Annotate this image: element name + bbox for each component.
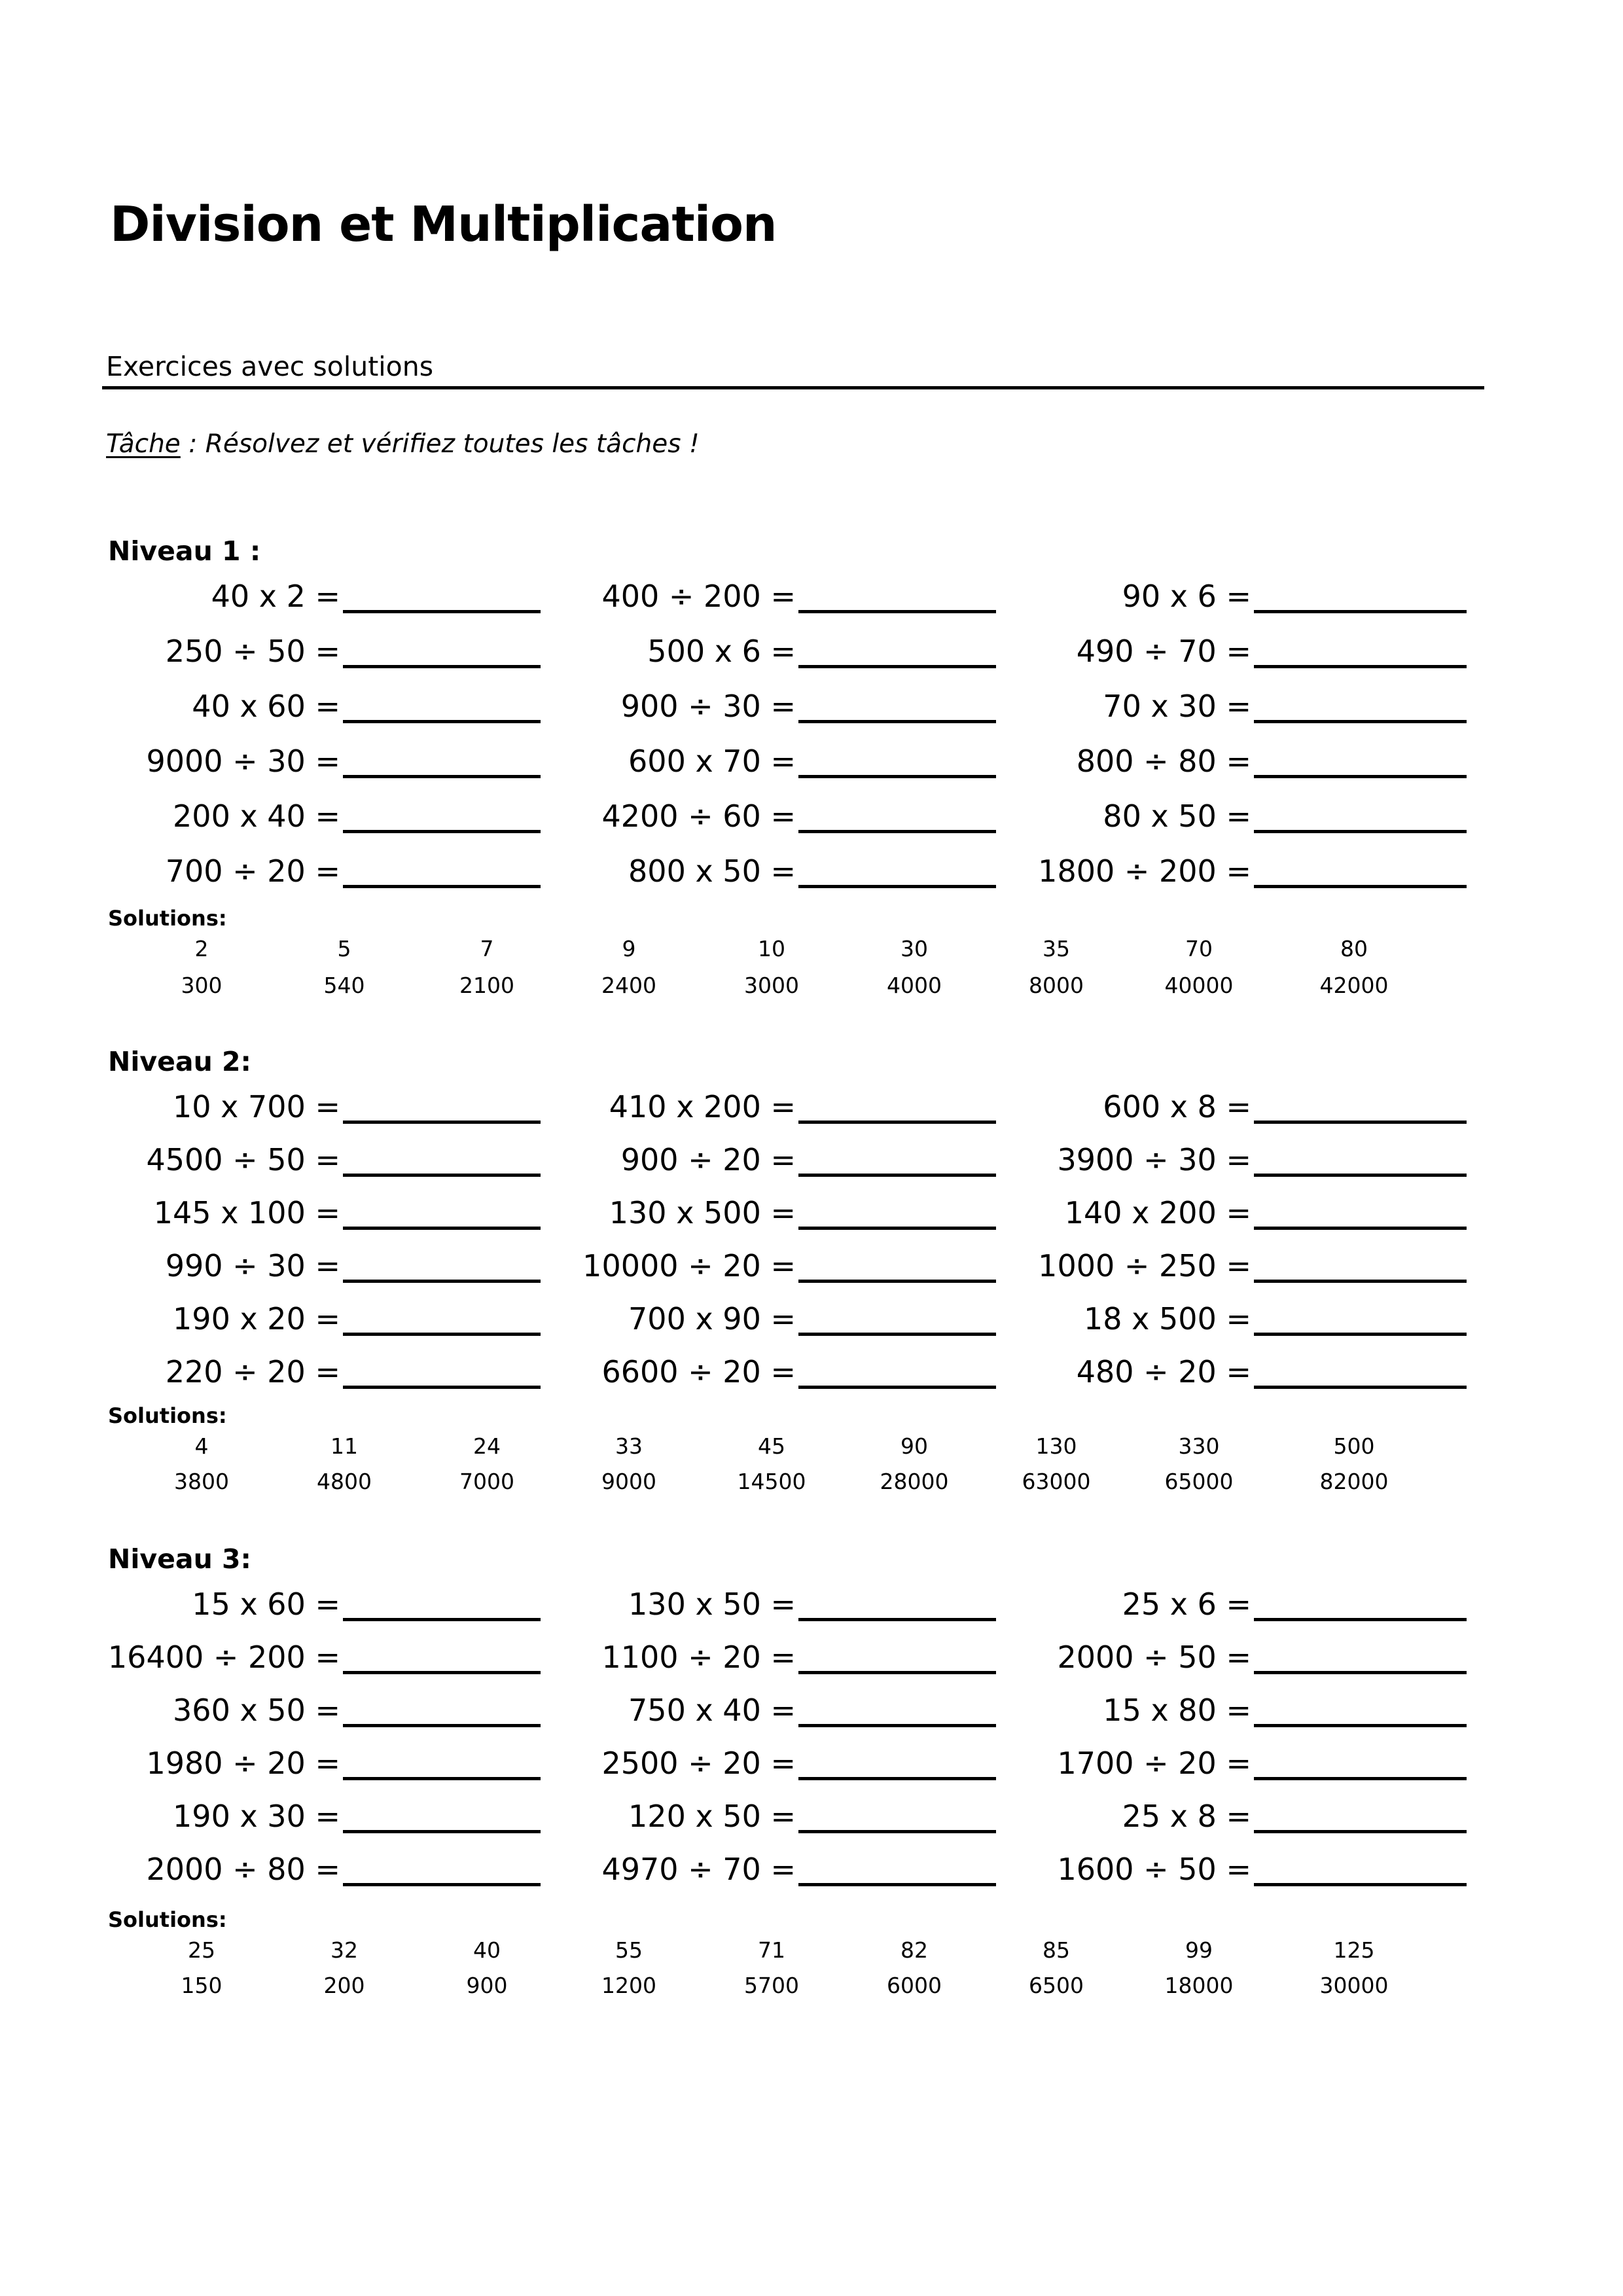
solution-value: 2	[194, 936, 209, 961]
solution-value: 300	[181, 973, 223, 998]
solution-value: 55	[615, 1937, 643, 1963]
exercise-text: 200 x 40 =	[173, 798, 340, 834]
exercise-expression	[13, 1342, 340, 1392]
solution-value: 65000	[1164, 1469, 1234, 1494]
solution-value: 10	[758, 936, 785, 961]
exercise-expression	[469, 1077, 796, 1127]
exercise-text: 1800 ÷ 200 =	[1038, 853, 1251, 889]
exercise-expression	[924, 622, 1251, 672]
answer-blank-line[interactable]	[1254, 1333, 1467, 1336]
exercise-text: 140 x 200 =	[1064, 1195, 1251, 1230]
solutions-label: Solutions:	[108, 906, 227, 931]
exercise-expression	[13, 1840, 340, 1890]
page-title: Division et Multiplication	[110, 196, 777, 253]
exercise-expression	[13, 1289, 340, 1339]
solutions-label: Solutions:	[108, 1907, 227, 1932]
exercise-expression	[13, 842, 340, 891]
answer-blank-line[interactable]	[1254, 830, 1467, 833]
exercise-expression	[924, 732, 1251, 781]
exercise-text: 2000 ÷ 50 =	[1057, 1640, 1251, 1675]
answer-blank-line[interactable]	[1254, 665, 1467, 668]
solution-value: 71	[758, 1937, 785, 1963]
solution-value: 4	[194, 1433, 209, 1459]
task-text: : Résolvez et vérifiez toutes les tâches !	[180, 429, 700, 459]
solution-value: 130	[1035, 1433, 1077, 1459]
answer-blank-line[interactable]	[1254, 1386, 1467, 1389]
solution-value: 45	[758, 1433, 785, 1459]
exercise-text: 490 ÷ 70 =	[1076, 634, 1251, 669]
exercise-expression	[924, 787, 1251, 836]
exercise-text: 4200 ÷ 60 =	[601, 798, 796, 834]
exercise-expression	[469, 622, 796, 672]
exercise-expression	[469, 1183, 796, 1233]
solution-value: 2400	[601, 973, 656, 998]
answer-blank-line[interactable]	[1254, 1724, 1467, 1727]
exercise-expression	[924, 677, 1251, 726]
task-label: Tâche	[106, 429, 181, 459]
exercise-expression	[469, 1289, 796, 1339]
solution-value: 5	[337, 936, 351, 961]
exercise-text: 190 x 20 =	[173, 1301, 340, 1336]
solution-value: 1200	[601, 1973, 656, 1998]
solution-value: 25	[188, 1937, 215, 1963]
solution-value: 18000	[1164, 1973, 1234, 1998]
exercise-text: 700 ÷ 20 =	[165, 853, 340, 889]
exercise-expression	[13, 677, 340, 726]
exercise-text: 2000 ÷ 80 =	[146, 1852, 340, 1887]
exercise-text: 3900 ÷ 30 =	[1057, 1142, 1251, 1177]
exercise-text: 145 x 100 =	[153, 1195, 340, 1230]
answer-blank-line[interactable]	[1254, 610, 1467, 613]
exercise-expression	[924, 1787, 1251, 1837]
exercise-expression	[469, 1840, 796, 1890]
answer-blank-line[interactable]	[1254, 1777, 1467, 1780]
exercise-expression	[13, 787, 340, 836]
solution-value: 14500	[737, 1469, 806, 1494]
solution-value: 9000	[601, 1469, 656, 1494]
solution-value: 3800	[174, 1469, 229, 1494]
answer-blank-line[interactable]	[1254, 1174, 1467, 1177]
exercise-expression	[924, 1342, 1251, 1392]
exercise-expression	[13, 1575, 340, 1624]
solution-value: 33	[615, 1433, 643, 1459]
solution-value: 70	[1185, 936, 1213, 961]
exercise-expression	[469, 732, 796, 781]
exercise-expression	[13, 1787, 340, 1837]
answer-blank-line[interactable]	[1254, 885, 1467, 888]
solution-value: 32	[330, 1937, 358, 1963]
level-title: Niveau 3:	[108, 1543, 251, 1575]
solution-value: 90	[901, 1433, 928, 1459]
exercise-expression	[924, 567, 1251, 617]
exercise-text: 990 ÷ 30 =	[165, 1248, 340, 1283]
exercise-expression	[469, 1130, 796, 1180]
exercise-text: 6600 ÷ 20 =	[601, 1354, 796, 1390]
solution-value: 8000	[1029, 973, 1084, 998]
solution-value: 63000	[1022, 1469, 1091, 1494]
exercise-text: 750 x 40 =	[628, 1693, 796, 1728]
exercise-expression	[924, 1183, 1251, 1233]
exercise-text: 1980 ÷ 20 =	[146, 1746, 340, 1781]
solution-value: 540	[323, 973, 365, 998]
level-title: Niveau 1 :	[108, 535, 261, 567]
exercise-text: 250 ÷ 50 =	[165, 634, 340, 669]
exercise-text: 130 x 500 =	[609, 1195, 796, 1230]
solution-value: 9	[622, 936, 636, 961]
solution-value: 28000	[880, 1469, 949, 1494]
exercise-expression	[469, 1342, 796, 1392]
solution-value: 7000	[459, 1469, 514, 1494]
exercise-text: 120 x 50 =	[628, 1799, 796, 1834]
task-instruction	[106, 429, 700, 459]
exercise-expression	[924, 1681, 1251, 1731]
exercise-expression	[924, 1734, 1251, 1784]
exercise-text: 16400 ÷ 200 =	[107, 1640, 340, 1675]
exercise-expression	[13, 1734, 340, 1784]
solution-value: 99	[1185, 1937, 1213, 1963]
solution-value: 330	[1178, 1433, 1220, 1459]
exercise-text: 15 x 60 =	[192, 1587, 340, 1622]
exercise-text: 4970 ÷ 70 =	[601, 1852, 796, 1887]
exercise-text: 2500 ÷ 20 =	[601, 1746, 796, 1781]
exercise-text: 70 x 30 =	[1103, 689, 1251, 724]
exercise-expression	[924, 1077, 1251, 1127]
exercise-expression	[924, 1575, 1251, 1624]
answer-blank-line[interactable]	[1254, 1883, 1467, 1886]
solution-value: 7	[480, 936, 494, 961]
level-title: Niveau 2:	[108, 1046, 251, 1077]
solution-value: 30	[901, 936, 928, 961]
exercise-expression	[469, 1236, 796, 1286]
solution-value: 3000	[744, 973, 799, 998]
exercise-expression	[469, 787, 796, 836]
exercise-text: 600 x 70 =	[628, 744, 796, 779]
exercise-text: 360 x 50 =	[173, 1693, 340, 1728]
exercise-text: 700 x 90 =	[628, 1301, 796, 1336]
subtitle: Exercices avec solutions	[106, 351, 434, 382]
exercise-expression	[13, 567, 340, 617]
exercise-text: 1000 ÷ 250 =	[1038, 1248, 1251, 1283]
solutions-label: Solutions:	[108, 1403, 227, 1428]
solution-value: 82	[901, 1937, 928, 1963]
answer-blank-line[interactable]	[1254, 1671, 1467, 1674]
solution-value: 80	[1340, 936, 1368, 961]
solution-value: 4800	[317, 1469, 372, 1494]
solution-value: 11	[330, 1433, 358, 1459]
exercise-text: 10 x 700 =	[173, 1089, 340, 1124]
exercise-expression	[13, 1236, 340, 1286]
exercise-expression	[13, 1130, 340, 1180]
exercise-text: 900 ÷ 20 =	[620, 1142, 796, 1177]
exercise-text: 1100 ÷ 20 =	[601, 1640, 796, 1675]
exercise-text: 90 x 6 =	[1122, 579, 1251, 614]
solution-value: 2100	[459, 973, 514, 998]
solution-value: 6000	[887, 1973, 942, 1998]
subtitle-divider	[102, 386, 1484, 389]
exercise-text: 500 x 6 =	[647, 634, 796, 669]
exercise-expression	[13, 1628, 340, 1677]
answer-blank-line[interactable]	[1254, 1227, 1467, 1230]
exercise-text: 900 ÷ 30 =	[620, 689, 796, 724]
exercise-expression	[469, 1787, 796, 1837]
exercise-text: 800 ÷ 80 =	[1076, 744, 1251, 779]
exercise-expression	[469, 1681, 796, 1731]
exercise-text: 10000 ÷ 20 =	[582, 1248, 796, 1283]
answer-blank-line[interactable]	[1254, 1121, 1467, 1124]
exercise-text: 40 x 2 =	[211, 579, 340, 614]
solution-value: 30000	[1319, 1973, 1389, 1998]
exercise-expression	[13, 622, 340, 672]
answer-blank-line[interactable]	[1254, 775, 1467, 778]
exercise-text: 25 x 8 =	[1122, 1799, 1251, 1834]
exercise-text: 130 x 50 =	[628, 1587, 796, 1622]
solution-value: 500	[1333, 1433, 1375, 1459]
exercise-text: 1700 ÷ 20 =	[1057, 1746, 1251, 1781]
exercise-expression	[469, 567, 796, 617]
exercise-text: 600 x 8 =	[1103, 1089, 1251, 1124]
exercise-text: 410 x 200 =	[609, 1089, 796, 1124]
solution-value: 35	[1043, 936, 1070, 961]
exercise-expression	[924, 842, 1251, 891]
exercise-expression	[924, 1289, 1251, 1339]
exercise-text: 40 x 60 =	[192, 689, 340, 724]
solution-value: 4000	[887, 973, 942, 998]
exercise-expression	[13, 732, 340, 781]
solution-value: 5700	[744, 1973, 799, 1998]
exercise-expression	[924, 1840, 1251, 1890]
solution-value: 900	[466, 1973, 508, 1998]
solution-value: 40	[473, 1937, 501, 1963]
exercise-expression	[13, 1183, 340, 1233]
exercise-text: 480 ÷ 20 =	[1076, 1354, 1251, 1390]
solution-value: 82000	[1319, 1469, 1389, 1494]
exercise-text: 9000 ÷ 30 =	[146, 744, 340, 779]
answer-blank-line[interactable]	[1254, 720, 1467, 723]
exercise-text: 80 x 50 =	[1103, 798, 1251, 834]
answer-blank-line[interactable]	[1254, 1280, 1467, 1283]
solution-value: 150	[181, 1973, 223, 1998]
exercise-expression	[13, 1077, 340, 1127]
exercise-text: 800 x 50 =	[628, 853, 796, 889]
answer-blank-line[interactable]	[1254, 1618, 1467, 1621]
exercise-expression	[469, 842, 796, 891]
solution-value: 24	[473, 1433, 501, 1459]
exercise-expression	[469, 1734, 796, 1784]
exercise-text: 15 x 80 =	[1103, 1693, 1251, 1728]
solution-value: 6500	[1029, 1973, 1084, 1998]
exercise-text: 25 x 6 =	[1122, 1587, 1251, 1622]
solution-value: 40000	[1164, 973, 1234, 998]
exercise-text: 220 ÷ 20 =	[165, 1354, 340, 1390]
exercise-text: 4500 ÷ 50 =	[146, 1142, 340, 1177]
exercise-expression	[469, 677, 796, 726]
answer-blank-line[interactable]	[1254, 1830, 1467, 1833]
exercise-expression	[924, 1236, 1251, 1286]
exercise-expression	[13, 1681, 340, 1731]
exercise-expression	[924, 1628, 1251, 1677]
exercise-expression	[469, 1575, 796, 1624]
exercise-text: 400 ÷ 200 =	[601, 579, 796, 614]
exercise-text: 1600 ÷ 50 =	[1057, 1852, 1251, 1887]
exercise-expression	[469, 1628, 796, 1677]
solution-value: 42000	[1319, 973, 1389, 998]
solution-value: 200	[323, 1973, 365, 1998]
exercise-expression	[924, 1130, 1251, 1180]
exercise-text: 18 x 500 =	[1084, 1301, 1251, 1336]
exercise-text: 190 x 30 =	[173, 1799, 340, 1834]
solution-value: 125	[1333, 1937, 1375, 1963]
solution-value: 85	[1043, 1937, 1070, 1963]
